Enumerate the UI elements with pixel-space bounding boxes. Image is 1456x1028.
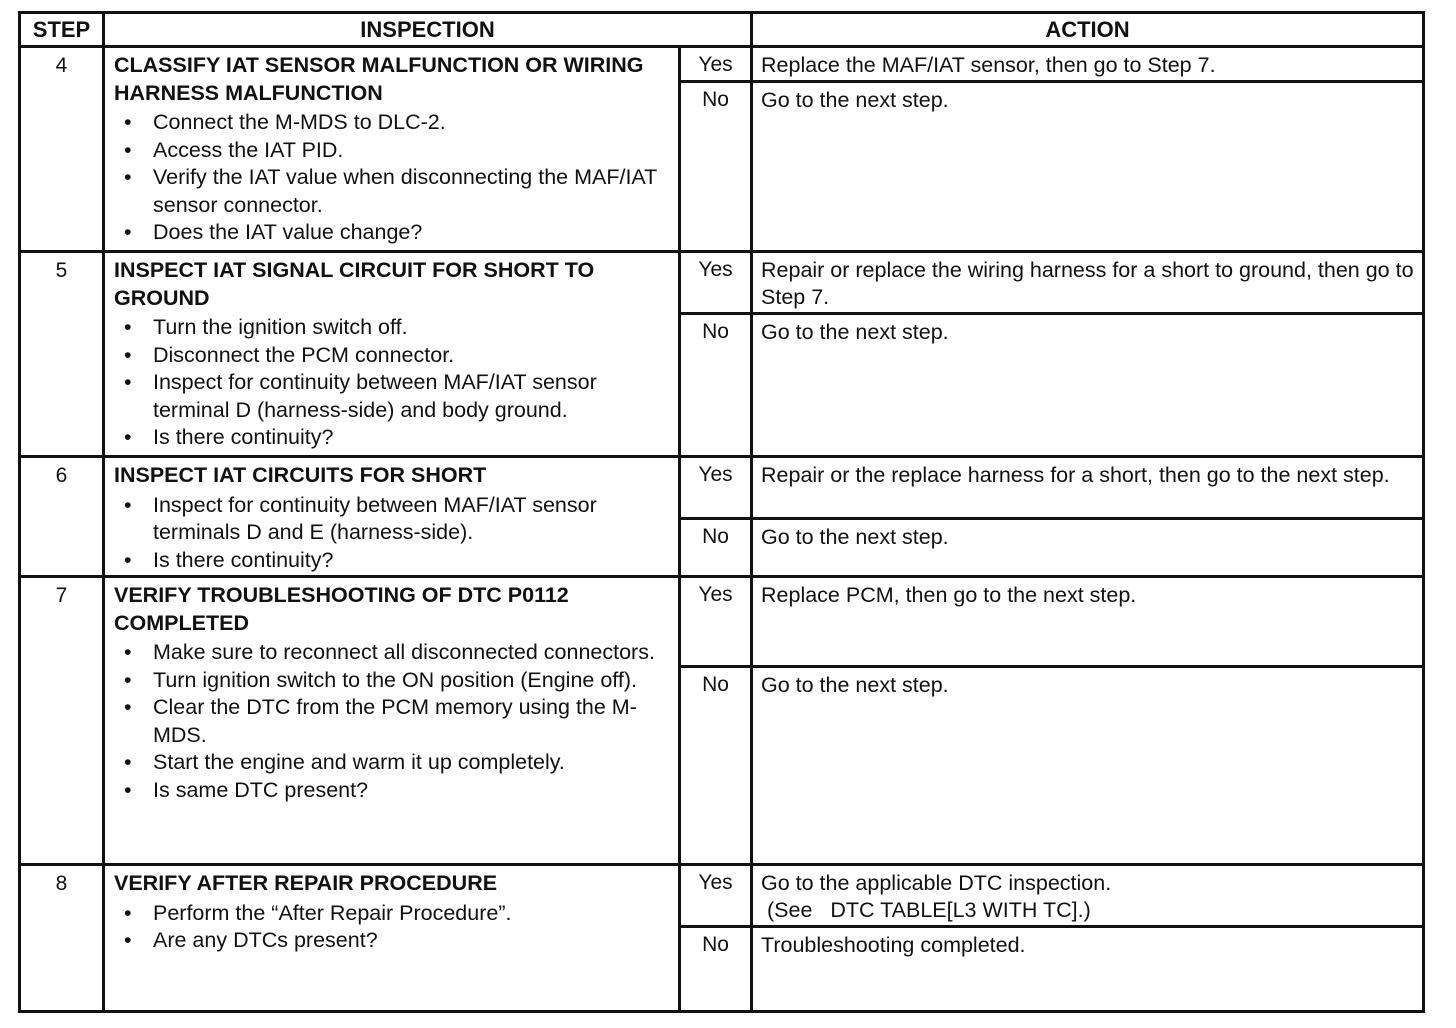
inspection-cell [104, 47, 680, 252]
step-number: 7 [20, 577, 104, 865]
list-item: • Connect the M-MDS to DLC-2. [114, 109, 672, 137]
inspection-heading: CLASSIFY IAT SENSOR MALFUNCTION OR WIRING HARNESS MALFUNCTION [114, 53, 644, 105]
list-item: • Access the IAT PID. [114, 137, 672, 165]
troubleshooting-table [18, 11, 1425, 1013]
inspection-cell [104, 865, 680, 1012]
inspection-heading: VERIFY AFTER REPAIR PROCEDURE [114, 871, 498, 895]
inspection-heading: INSPECT IAT CIRCUITS FOR SHORT [114, 463, 487, 487]
yes-label: Yes [680, 577, 752, 667]
inspection-bullets [114, 639, 672, 804]
no-label: No [680, 314, 752, 457]
table-row [20, 457, 1424, 519]
no-action: Go to the next step. [752, 667, 1424, 865]
no-label: No [680, 519, 752, 577]
list-item: • Inspect for continuity between MAF/IAT sensor terminal D (harness-side) and body ground. [114, 369, 672, 424]
list-item: • Make sure to reconnect all disconnected connectors. [114, 639, 672, 667]
table-row [20, 47, 1424, 82]
yes-action: Repair or the replace harness for a short, then go to the next step. [752, 457, 1424, 519]
yes-action: Replace PCM, then go to the next step. [752, 577, 1424, 667]
table-row [20, 577, 1424, 667]
list-item: • Inspect for continuity between MAF/IAT sensor terminals D and E (harness-side). [114, 492, 672, 547]
inspection-bullets [114, 492, 672, 575]
list-item: • Verify the IAT value when disconnecting the MAF/IAT sensor connector. [114, 164, 672, 219]
yes-label: Yes [680, 252, 752, 314]
step-number: 4 [20, 47, 104, 252]
inspection-bullets [114, 109, 672, 247]
yes-label: Yes [680, 47, 752, 82]
inspection-bullets [114, 900, 672, 955]
list-item: • Is there continuity? [114, 547, 672, 575]
list-item: • Clear the DTC from the PCM memory using the M-MDS. [114, 694, 672, 749]
no-action: Go to the next step. [752, 519, 1424, 577]
no-label: No [680, 82, 752, 252]
inspection-cell [104, 252, 680, 457]
inspection-header: INSPECTION [104, 13, 752, 47]
list-item: • Turn the ignition switch off. [114, 314, 672, 342]
no-label: No [680, 667, 752, 865]
step-number: 5 [20, 252, 104, 457]
list-item: • Is there continuity? [114, 424, 672, 452]
action-header: ACTION [752, 13, 1424, 47]
inspection-heading: VERIFY TROUBLESHOOTING OF DTC P0112 COMPLETED [114, 583, 569, 635]
inspection-bullets [114, 314, 672, 452]
inspection-cell [104, 577, 680, 865]
inspection-heading: INSPECT IAT SIGNAL CIRCUIT FOR SHORT TO GROUND [114, 258, 595, 310]
list-item: • Is same DTC present? [114, 777, 672, 805]
step-header: STEP [20, 13, 104, 47]
table-row [20, 252, 1424, 314]
dtc-table-reference: (See DTC TABLE[L3 WITH TC].) [767, 898, 1091, 922]
list-item: • Does the IAT value change? [114, 219, 672, 247]
yes-action [752, 865, 1424, 927]
yes-action-line-1: Go to the applicable DTC inspection. [761, 871, 1112, 895]
yes-action: Replace the MAF/IAT sensor, then go to Step 7. [752, 47, 1424, 82]
list-item: • Perform the “After Repair Procedure”. [114, 900, 672, 928]
no-action: Go to the next step. [752, 314, 1424, 457]
yes-action: Repair or replace the wiring harness for a short to ground, then go to Step 7. [752, 252, 1424, 314]
list-item: • Start the engine and warm it up completely. [114, 749, 672, 777]
yes-label: Yes [680, 865, 752, 927]
yes-label: Yes [680, 457, 752, 519]
list-item: • Are any DTCs present? [114, 927, 672, 955]
no-label: No [680, 927, 752, 1012]
step-number: 6 [20, 457, 104, 577]
list-item: • Disconnect the PCM connector. [114, 342, 672, 370]
inspection-cell [104, 457, 680, 577]
no-action: Go to the next step. [752, 82, 1424, 252]
step-number: 8 [20, 865, 104, 1012]
header-row [20, 13, 1424, 47]
table-row [20, 865, 1424, 927]
list-item: • Turn ignition switch to the ON position (Engine off). [114, 667, 672, 695]
no-action: Troubleshooting completed. [752, 927, 1424, 1012]
